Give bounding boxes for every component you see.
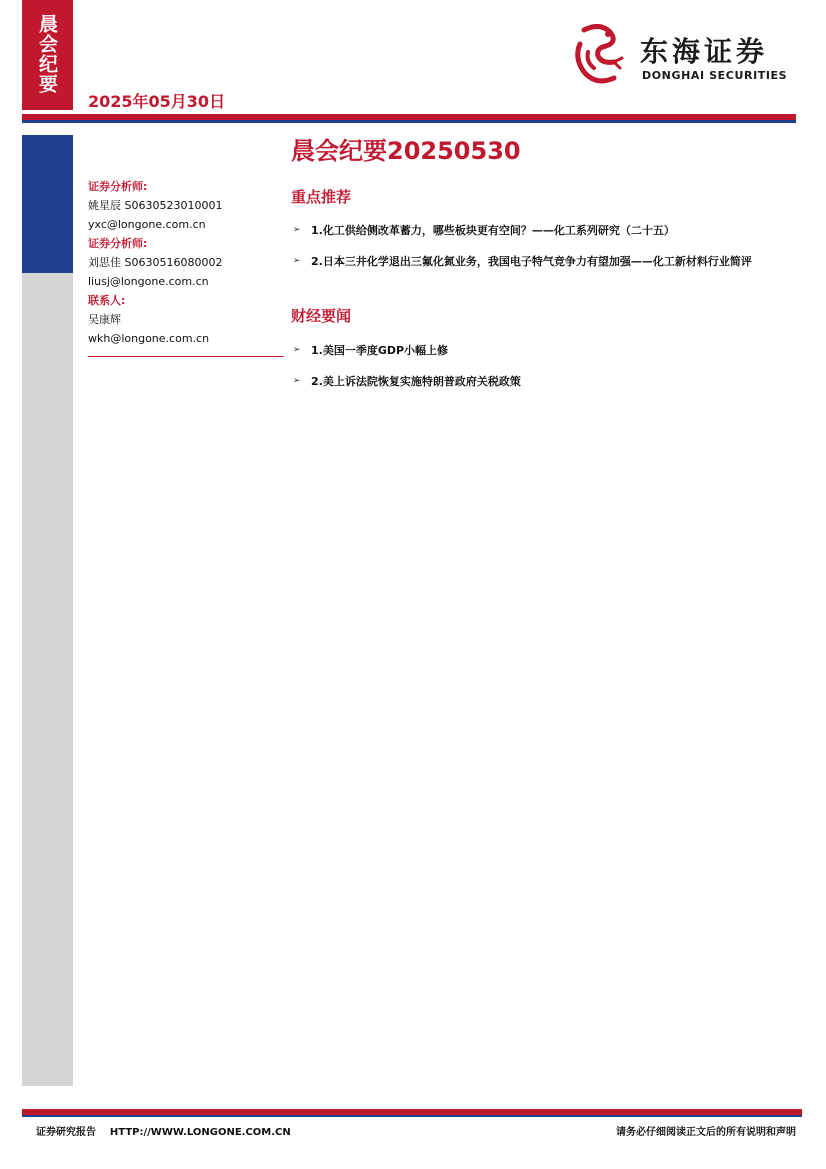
analyst-role: 证券分析师:: [88, 180, 148, 193]
page-title: 晨会纪要20250530: [291, 137, 521, 165]
contact-entry: [88, 291, 288, 348]
list-item[interactable]: [293, 341, 803, 360]
section-heading-finance-news: 财经要闻: [291, 307, 352, 325]
list-item-text: 2.美上诉法院恢复实施特朗普政府关税政策: [311, 375, 521, 388]
section-heading-key-picks: 重点推荐: [291, 188, 352, 206]
contact-email[interactable]: wkh@longone.com.cn: [88, 332, 210, 345]
analyst-entry: [88, 234, 288, 291]
header-divider-blue: [22, 120, 796, 123]
arrow-bullet-icon: ➢: [293, 376, 301, 386]
analyst-email[interactable]: liusj@longone.com.cn: [88, 275, 209, 288]
list-item-text: 1.美国一季度GDP小幅上修: [311, 344, 449, 357]
list-item[interactable]: [293, 252, 803, 271]
company-logo: [570, 22, 800, 90]
analyst-panel: [88, 177, 288, 357]
analyst-entry: [88, 177, 288, 234]
list-item-text: 1.化工供给侧改革蓄力，哪些板块更有空间？——化工系列研究（二十五）: [311, 224, 675, 237]
dragon-logo-icon: [570, 22, 632, 90]
list-item[interactable]: [293, 221, 803, 240]
analyst-divider: [88, 356, 284, 357]
logo-chinese-name: 东海证券: [640, 35, 769, 68]
sidebar-blue-block: [22, 135, 73, 273]
footer-left-text: 证券研究报告 HTTP://WWW.LONGONE.COM.CN: [36, 1127, 291, 1138]
report-date: 2025年05月30日: [88, 92, 226, 111]
analyst-name: 姚星辰 S0630523010001: [88, 199, 223, 212]
report-type-tag: 晨会纪要: [22, 0, 73, 110]
arrow-bullet-icon: ➢: [293, 345, 301, 355]
footer-disclaimer: 请务必仔细阅读正文后的所有说明和声明: [616, 1127, 796, 1138]
sidebar-grey-block: [22, 273, 73, 1086]
analyst-role: 证券分析师:: [88, 237, 148, 250]
list-item[interactable]: [293, 372, 803, 391]
arrow-bullet-icon: ➢: [293, 225, 301, 235]
analyst-email[interactable]: yxc@longone.com.cn: [88, 218, 206, 231]
arrow-bullet-icon: ➢: [293, 256, 301, 266]
footer-divider-blue: [22, 1115, 802, 1117]
analyst-name: 刘思佳 S0630516080002: [88, 256, 223, 269]
contact-role: 联系人:: [88, 294, 126, 307]
list-item-text: 2.日本三井化学退出三氟化氮业务，我国电子特气竞争力有望加强——化工新材料行业简评: [311, 255, 752, 268]
contact-name: 吴康辉: [88, 313, 121, 326]
logo-english-name: DONGHAI SECURITIES: [642, 69, 788, 82]
